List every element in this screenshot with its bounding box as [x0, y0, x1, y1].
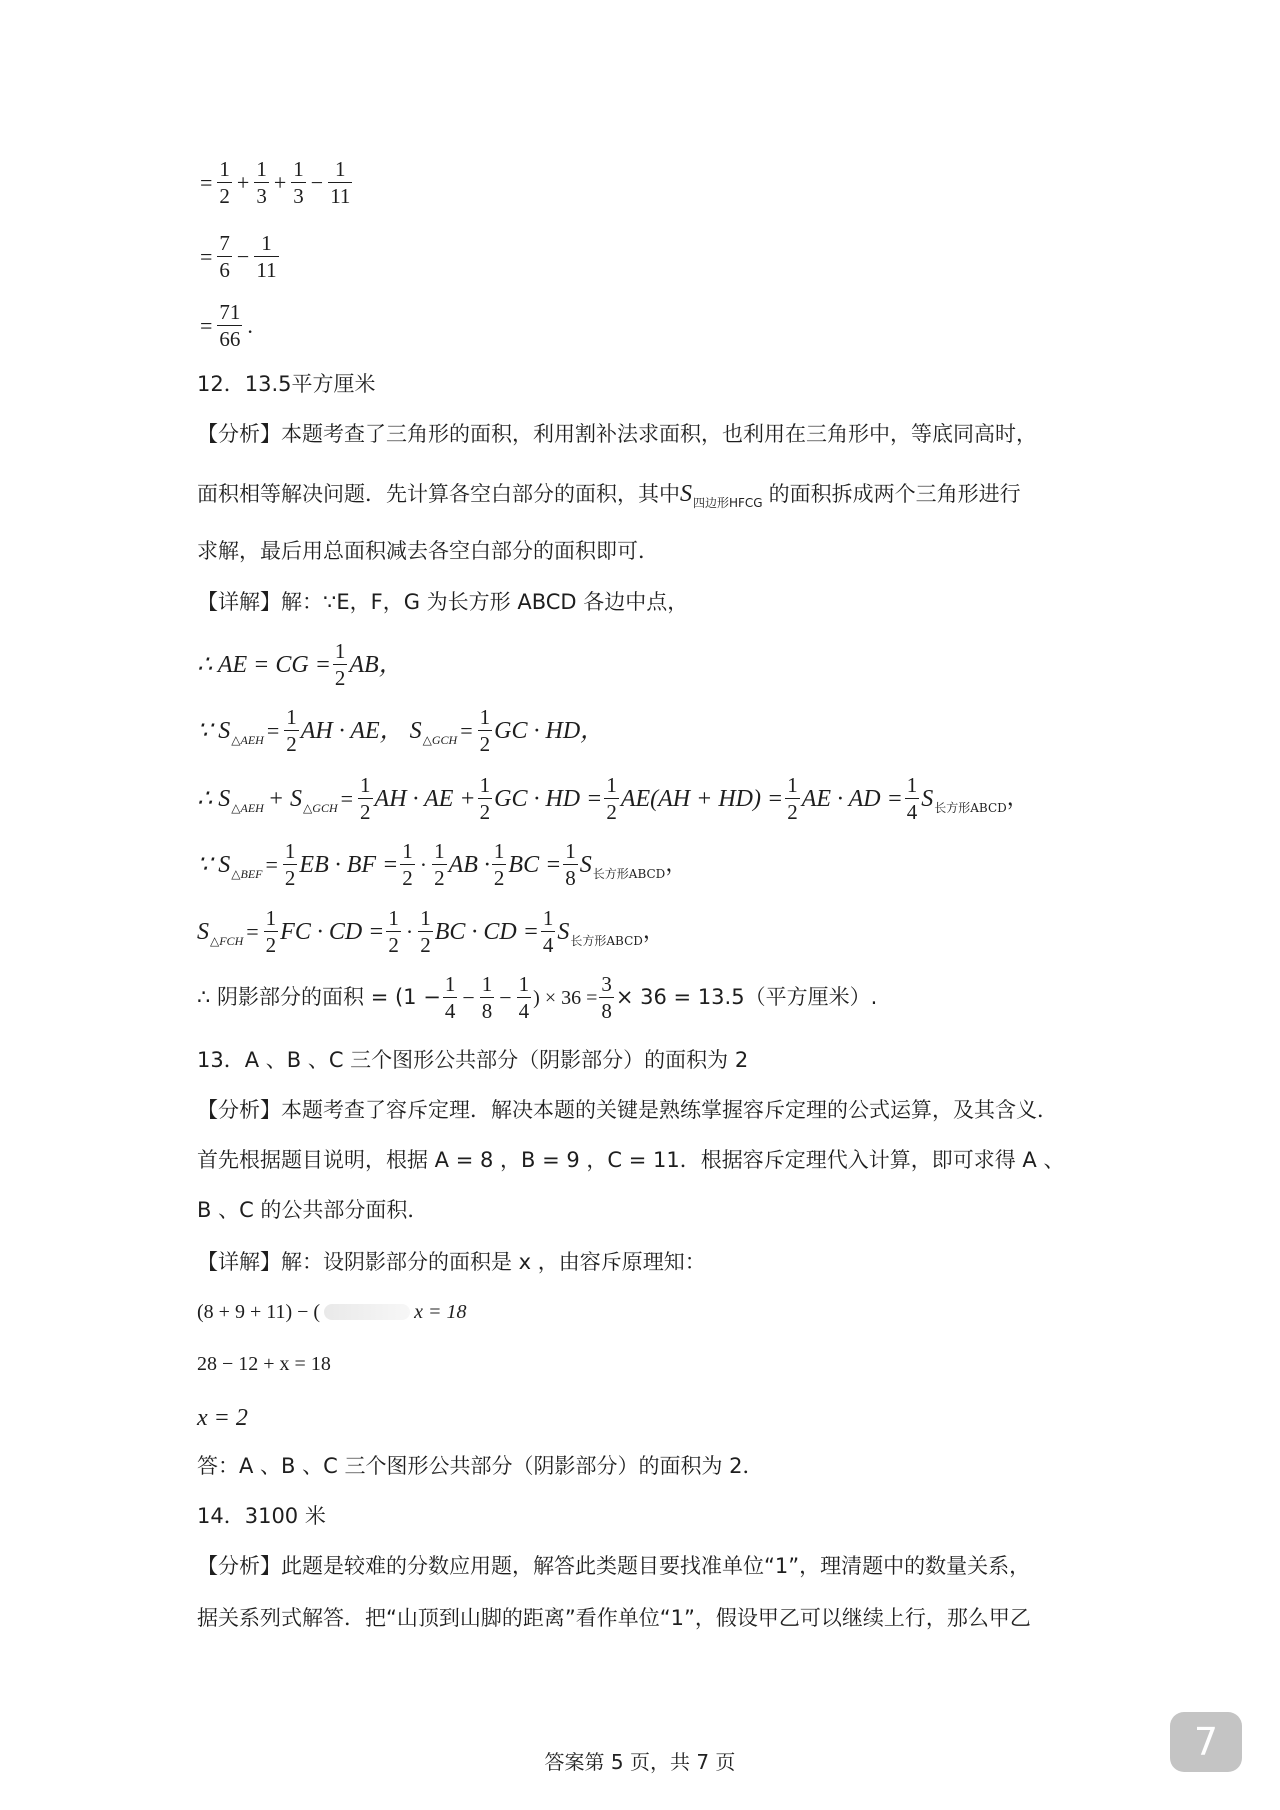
denominator: 3: [256, 184, 267, 209]
solution-line-5: [197, 907, 665, 956]
denominator: 2: [219, 184, 230, 209]
denominator: 2: [787, 800, 798, 825]
math-text: EB · BF =: [299, 851, 399, 878]
math-text: ∵ S: [197, 717, 231, 744]
numerator: 1: [493, 839, 505, 863]
fraction: [480, 973, 495, 1022]
fraction: [418, 907, 433, 956]
numerator: 1: [265, 906, 277, 930]
comma: ，: [642, 918, 665, 944]
math-text: × 36 = 13.5（平方厘米）.: [615, 985, 878, 1010]
numerator: 1: [565, 839, 576, 863]
comma: ，: [665, 851, 688, 877]
equation-line-1: [197, 158, 354, 207]
math-text: ) × 36 =: [533, 986, 598, 1009]
fraction: [604, 774, 619, 823]
q13-analysis-line-1: 【分析】本题考查了容斥定理．解决本题的关键是熟练掌握容斥定理的公式运算，及其含义．: [197, 1098, 1058, 1122]
numerator: 1: [444, 972, 456, 996]
numerator: 1: [479, 773, 491, 797]
q14-analysis-line-2: 据关系列式解答．把“山顶到山脚的距离”看作单位“1”，假设甲乙可以继续上行，那么甲乙: [197, 1606, 1031, 1630]
denominator: 2: [434, 866, 445, 891]
denominator: 2: [606, 800, 617, 825]
math-text: S: [921, 785, 934, 812]
numerator: 1: [420, 906, 431, 930]
denominator: 2: [284, 866, 296, 891]
denominator: 2: [402, 866, 413, 891]
equals-sign: =: [266, 717, 280, 743]
subscript: 长方形ABCD: [934, 800, 1007, 815]
numerator: 1: [606, 773, 617, 797]
q12-title: 12．13.5平方厘米: [197, 372, 376, 396]
denominator: 2: [388, 933, 399, 958]
math-text: S: [197, 918, 209, 945]
subscript: △AEH: [231, 732, 264, 747]
dot-operator: ·: [405, 918, 414, 944]
denominator: 66: [219, 327, 241, 352]
solution-line-6: [197, 973, 877, 1022]
area-symbol: S: [680, 481, 692, 507]
solution-line-1: [197, 640, 403, 689]
numerator: 1: [388, 906, 399, 930]
fraction: [284, 706, 299, 755]
q12-analysis-line-2: [197, 481, 1021, 510]
denominator: 2: [420, 933, 431, 958]
math-text: AE · AD =: [801, 785, 903, 812]
minus-sign: −: [462, 984, 475, 1010]
numerator: 1: [787, 773, 798, 797]
solution-line-2: [197, 706, 604, 755]
subscript: △GCH: [422, 732, 458, 747]
fraction: [905, 774, 920, 823]
fraction: [217, 158, 232, 207]
numerator: 1: [906, 773, 918, 797]
math-text: AB，: [349, 651, 403, 678]
math-text: GC · HD =: [494, 785, 603, 812]
denominator: 2: [493, 866, 505, 891]
subscript: △GCH: [303, 800, 338, 815]
q12-detail-line: 【详解】解：∵E，F，G 为长方形 ABCD 各边中点，: [197, 590, 689, 614]
equals-sign: =: [265, 851, 278, 877]
numerator: 1: [518, 972, 530, 996]
equals-sign: =: [340, 785, 354, 811]
plus-sign: +: [273, 169, 287, 195]
subscript: 四边形HFCG: [693, 496, 763, 510]
denominator: 2: [479, 732, 491, 757]
equation-line-2: [197, 232, 281, 281]
equals-sign: =: [200, 169, 213, 195]
fraction: [563, 840, 578, 889]
math-text: ∴ S: [197, 785, 231, 812]
fraction: [283, 840, 298, 889]
numerator: 1: [402, 839, 413, 863]
subscript: 长方形ABCD: [592, 866, 666, 881]
fraction: [478, 706, 493, 755]
fraction: [785, 774, 800, 823]
math-text: + S: [267, 785, 303, 812]
denominator: 4: [906, 800, 918, 825]
math-text: FC · CD =: [280, 918, 385, 945]
page-footer: 答案第 5 页，共 7 页: [544, 1750, 736, 1774]
math-text: AE(AH + HD) =: [620, 785, 784, 812]
numerator: 71: [219, 300, 241, 324]
numerator: 1: [293, 157, 304, 181]
q13-title: 13．A 、B 、C 三个图形公共部分（阴影部分）的面积为 2: [197, 1048, 749, 1072]
minus-sign: −: [310, 169, 324, 195]
fraction: [254, 158, 269, 207]
q14-analysis-line-1: 【分析】此题是较难的分数应用题，解答此类题目要找准单位“1”，理清题中的数量关系，: [197, 1554, 1031, 1578]
subscript: 长方形ABCD: [570, 933, 643, 948]
q13-equation-1: [197, 1302, 466, 1322]
denominator: 8: [481, 999, 493, 1024]
math-text: x = 18: [414, 1301, 467, 1323]
math-text: ∵ S: [197, 851, 231, 878]
comma: ，: [1006, 785, 1029, 811]
q13-equation-3: x = 2: [197, 1405, 248, 1431]
plus-sign: +: [236, 169, 250, 195]
denominator: 8: [565, 866, 576, 891]
denominator: 8: [601, 999, 612, 1024]
numerator: 1: [334, 639, 346, 663]
equals-sign: =: [200, 312, 213, 338]
math-text: AB ·: [448, 851, 490, 878]
q13-analysis-line-3: B 、C 的公共部分面积．: [197, 1198, 429, 1222]
numerator: 1: [335, 157, 346, 181]
numerator: 1: [542, 906, 554, 930]
numerator: 1: [481, 972, 493, 996]
fraction: [400, 840, 415, 889]
math-text: AH · AE +: [374, 785, 476, 812]
denominator: 11: [256, 258, 277, 283]
denominator: 2: [265, 933, 277, 958]
math-text: S: [579, 851, 592, 878]
numerator: 1: [360, 773, 371, 797]
denominator: 4: [518, 999, 530, 1024]
q14-title: 14．3100 米: [197, 1504, 326, 1528]
numerator: 1: [219, 157, 230, 181]
numerator: 1: [261, 231, 272, 255]
fraction: [217, 301, 242, 350]
fraction: [217, 232, 232, 281]
numerator: 1: [434, 839, 445, 863]
denominator: 2: [479, 800, 491, 825]
math-text: GC · HD，: [494, 717, 605, 744]
minus-sign: −: [236, 243, 250, 269]
denominator: 4: [542, 933, 554, 958]
blurred-region: [324, 1304, 410, 1320]
denominator: 4: [444, 999, 456, 1024]
dot-operator: ·: [419, 851, 428, 877]
math-text: BC =: [508, 851, 562, 878]
numerator: 7: [219, 231, 230, 255]
math-text: AH · AE， S: [300, 717, 422, 744]
math-text: S: [557, 918, 570, 945]
q13-detail-line: 【详解】解：设阴影部分的面积是 x ，由容斥原理知：: [197, 1250, 706, 1274]
denominator: 2: [360, 800, 371, 825]
denominator: 3: [293, 184, 304, 209]
fraction: [599, 973, 614, 1022]
fraction: [333, 640, 348, 689]
subscript: △AEH: [231, 800, 264, 815]
math-text: (8 + 9 + 11) − (: [197, 1301, 321, 1323]
q12-analysis-line-3: 求解，最后用总面积减去各空白部分的面积即可．: [197, 539, 659, 563]
fraction: [478, 774, 493, 823]
fraction: [264, 907, 279, 956]
fraction: [386, 907, 401, 956]
page-number-badge[interactable]: 7: [1170, 1712, 1242, 1772]
equals-sign: =: [460, 717, 473, 743]
fraction: [291, 158, 306, 207]
fraction: [328, 158, 352, 207]
denominator: 11: [330, 184, 351, 209]
q12-analysis-line-1: 【分析】本题考查了三角形的面积，利用割补法求面积，也利用在三角形中，等底同高时，: [197, 422, 1037, 446]
fraction: [432, 840, 447, 889]
solution-line-3: [197, 774, 1029, 823]
q13-equation-2: 28 − 12 + x = 18: [197, 1353, 331, 1375]
numerator: 3: [601, 972, 612, 996]
denominator: 2: [334, 666, 346, 691]
text-segment: 面积相等解决问题．先计算各空白部分的面积，其中: [197, 481, 680, 506]
solution-line-4: [197, 840, 687, 889]
subscript: △FCH: [210, 933, 244, 948]
math-text: ∴ 阴影部分的面积 = (1 −: [197, 985, 441, 1010]
equals-sign: =: [200, 243, 213, 269]
numerator: 1: [286, 705, 297, 729]
q13-analysis-line-2: 首先根据题目说明，根据 A = 8 ，B = 9 ，C = 11．根据容斥定理代入计算，即可求得 A 、: [197, 1148, 1065, 1172]
denominator: 6: [219, 258, 230, 283]
fraction: [541, 907, 556, 956]
minus-sign: −: [499, 984, 512, 1010]
math-text: ∴ AE = CG =: [197, 651, 331, 678]
numerator: 1: [256, 157, 267, 181]
subscript: △BEF: [231, 866, 263, 881]
math-text: BC · CD =: [434, 918, 539, 945]
fraction: [358, 774, 373, 823]
numerator: 1: [284, 839, 296, 863]
denominator: 2: [286, 732, 297, 757]
period: .: [247, 312, 253, 338]
q13-answer: 答：A 、B 、C 三个图形公共部分（阴影部分）的面积为 2．: [197, 1454, 764, 1478]
numerator: 1: [479, 705, 491, 729]
equation-line-3: [197, 301, 256, 350]
fraction: [254, 232, 278, 281]
text-segment: 的面积拆成两个三角形进行: [768, 481, 1021, 506]
fraction: [443, 973, 458, 1022]
fraction: [492, 840, 507, 889]
equals-sign: =: [246, 918, 259, 944]
fraction: [517, 973, 532, 1022]
